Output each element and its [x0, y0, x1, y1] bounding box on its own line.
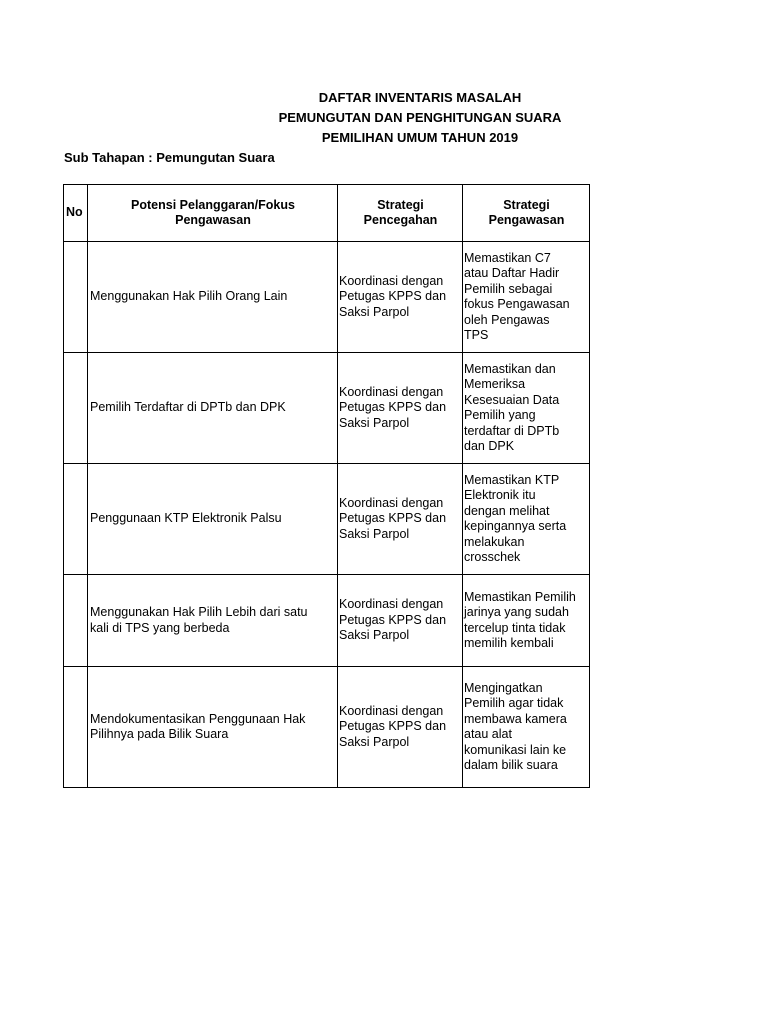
table-row — [64, 464, 590, 575]
cell-no — [64, 667, 88, 788]
cell-pengawasan: Mengingatkan Pemilih agar tidak membawa kamera atau alat komunikasi lain ke dalam bilik suara — [463, 667, 590, 788]
header-potensi: Potensi Pelanggaran/Fokus Pengawasan — [88, 185, 338, 242]
cell-potensi: Menggunakan Hak Pilih Lebih dari satu kali di TPS yang berbeda — [88, 575, 338, 667]
cell-pencegahan: Koordinasi dengan Petugas KPPS dan Saksi Parpol — [338, 464, 463, 575]
title-line-3: PEMILIHAN UMUM TAHUN 2019 — [321, 130, 519, 145]
sub-tahapan-label: Sub Tahapan : Pemungutan Suara — [64, 150, 275, 165]
cell-pencegahan: Koordinasi dengan Petugas KPPS dan Saksi Parpol — [338, 353, 463, 464]
title-line-2: PEMUNGUTAN DAN PENGHITUNGAN SUARA — [278, 110, 562, 125]
header-pencegahan: Strategi Pencegahan — [338, 185, 463, 242]
cell-no — [64, 353, 88, 464]
table-row — [64, 667, 590, 788]
cell-pengawasan: Memastikan KTP Elektronik itu dengan melihat kepingannya serta melakukan crosschek — [463, 464, 590, 575]
cell-no — [64, 242, 88, 353]
cell-pengawasan: Memastikan dan Memeriksa Kesesuaian Data Pemilih yang terdaftar di DPTb dan DPK — [463, 353, 590, 464]
cell-no — [64, 575, 88, 667]
header-pengawasan: Strategi Pengawasan — [463, 185, 590, 242]
table-row — [64, 353, 590, 464]
header-no: No — [64, 185, 88, 242]
title-line-1: DAFTAR INVENTARIS MASALAH — [318, 90, 522, 105]
cell-pengawasan: Memastikan Pemilih jarinya yang sudah tercelup tinta tidak memilih kembali — [463, 575, 590, 667]
cell-pencegahan: Koordinasi dengan Petugas KPPS dan Saksi Parpol — [338, 667, 463, 788]
cell-potensi: Mendokumentasikan Penggunaan Hak Pilihnya pada Bilik Suara — [88, 667, 338, 788]
cell-potensi: Pemilih Terdaftar di DPTb dan DPK — [88, 353, 338, 464]
table-row — [64, 575, 590, 667]
cell-pencegahan: Koordinasi dengan Petugas KPPS dan Saksi Parpol — [338, 242, 463, 353]
document-title — [0, 88, 768, 148]
inventory-table — [63, 184, 590, 788]
cell-potensi: Penggunaan KTP Elektronik Palsu — [88, 464, 338, 575]
cell-pencegahan: Koordinasi dengan Petugas KPPS dan Saksi Parpol — [338, 575, 463, 667]
table-header-row — [64, 185, 590, 242]
cell-no — [64, 464, 88, 575]
cell-pengawasan: Memastikan C7 atau Daftar Hadir Pemilih sebagai fokus Pengawasan oleh Pengawas TPS — [463, 242, 590, 353]
table-row — [64, 242, 590, 353]
cell-potensi: Menggunakan Hak Pilih Orang Lain — [88, 242, 338, 353]
